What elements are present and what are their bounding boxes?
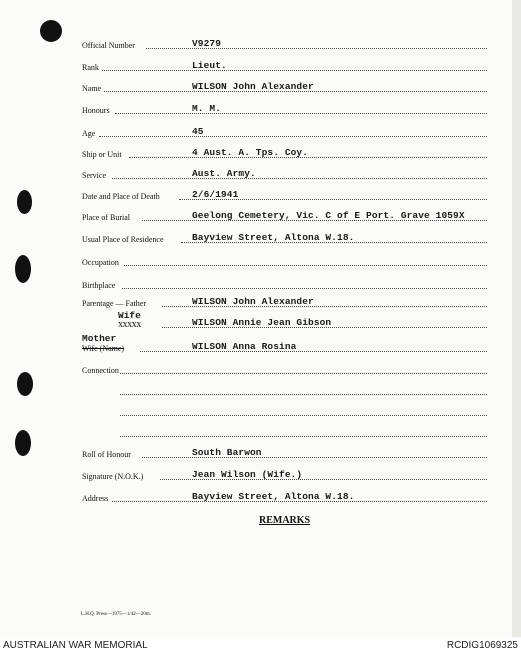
field-place-of-burial bbox=[82, 208, 487, 222]
field-label: Rank bbox=[82, 63, 99, 72]
field-label: Usual Place of Residence bbox=[82, 235, 164, 244]
dotted-rule bbox=[115, 113, 487, 114]
field-value: WILSON John Alexander bbox=[192, 296, 314, 307]
field-label: Roll of Honour bbox=[82, 450, 131, 459]
field-rank bbox=[82, 58, 487, 72]
field-service bbox=[82, 166, 487, 180]
field-label: Birthplace bbox=[82, 281, 116, 290]
dotted-rule bbox=[102, 70, 487, 71]
field-label: Date and Place of Death bbox=[82, 192, 160, 201]
field-parentage-mother bbox=[82, 315, 487, 329]
field-value: Bayview Street, Altona W.18. bbox=[192, 232, 355, 243]
dotted-rule bbox=[120, 373, 487, 374]
dotted-rule bbox=[122, 288, 487, 289]
field-birthplace bbox=[82, 276, 487, 290]
field-ship-or-unit bbox=[82, 145, 487, 159]
field-value: Bayview Street, Altona W.18. bbox=[192, 491, 355, 502]
field-label: Occupation bbox=[82, 258, 119, 267]
field-value: WILSON Anna Rosina bbox=[192, 341, 297, 352]
field-honours bbox=[82, 101, 487, 115]
punch-hole bbox=[40, 20, 62, 42]
field-label: Honours bbox=[82, 106, 110, 115]
field-label: Address bbox=[82, 494, 109, 503]
field-value: WILSON Annie Jean Gibson bbox=[192, 317, 332, 328]
dotted-rule bbox=[112, 178, 487, 179]
field-value: Geelong Cemetery, Vic. C of E Port. Grave 1059X bbox=[192, 210, 465, 221]
field-value: WILSON John Alexander bbox=[192, 81, 314, 92]
field-wife-name bbox=[82, 339, 487, 353]
field-address bbox=[82, 489, 487, 503]
field-value: Aust. Army. bbox=[192, 168, 256, 179]
field-value: Lieut. bbox=[192, 60, 227, 71]
form-print-code: L.H.Q. Press—1975—1/42—20m. bbox=[81, 612, 151, 617]
field-value: 45 bbox=[192, 126, 204, 137]
dotted-rule bbox=[120, 394, 487, 395]
field-value: M. M. bbox=[192, 103, 222, 114]
punch-hole bbox=[17, 372, 33, 396]
field-label: Service bbox=[82, 171, 106, 180]
archive-name: AUSTRALIAN WAR MEMORIAL bbox=[3, 640, 148, 651]
record-id: RCDIG1069325 bbox=[446, 640, 518, 651]
field-age bbox=[82, 124, 487, 138]
punch-hole bbox=[17, 190, 32, 214]
field-name bbox=[82, 79, 487, 93]
field-label: Place of Burial bbox=[82, 213, 130, 222]
field-value: 4 Aust. A. Tps. Coy. bbox=[192, 147, 309, 158]
field-label: Ship or Unit bbox=[82, 150, 122, 159]
field-value: 2/6/1941 bbox=[192, 189, 239, 200]
field-signature bbox=[82, 467, 487, 481]
field-label: Connection bbox=[82, 366, 119, 375]
remarks-heading: REMARKS bbox=[259, 515, 311, 526]
dotted-rule bbox=[120, 415, 487, 416]
field-value: V9279 bbox=[192, 38, 222, 49]
field-date-place-death bbox=[82, 187, 487, 201]
field-value: South Barwon bbox=[192, 447, 262, 458]
archive-footer bbox=[0, 637, 521, 654]
field-occupation bbox=[82, 253, 487, 267]
field-label: Official Number bbox=[82, 41, 135, 50]
dotted-rule bbox=[99, 136, 487, 137]
punch-hole bbox=[15, 255, 31, 283]
scan-edge bbox=[512, 0, 521, 637]
field-label: Signature (N.O.K.) bbox=[82, 472, 144, 481]
punch-hole bbox=[15, 430, 31, 456]
typed-label-mother: Mother bbox=[82, 333, 117, 344]
field-official-number bbox=[82, 36, 487, 50]
field-usual-residence bbox=[82, 230, 487, 244]
field-parentage-father bbox=[82, 294, 487, 308]
field-connection bbox=[82, 361, 487, 375]
field-value: Jean Wilson (Wife.) bbox=[192, 469, 303, 480]
field-label: Parentage — Father bbox=[82, 299, 146, 308]
field-label: Name bbox=[82, 84, 102, 93]
field-roll-of-honour bbox=[82, 445, 487, 459]
field-label: Age bbox=[82, 129, 96, 138]
dotted-rule bbox=[124, 265, 487, 266]
struck-out-label: XXXXX bbox=[118, 321, 141, 329]
dotted-rule bbox=[120, 436, 487, 437]
typed-label-wife: Wife bbox=[118, 310, 141, 321]
field-label: Wife (Name) bbox=[82, 344, 125, 353]
